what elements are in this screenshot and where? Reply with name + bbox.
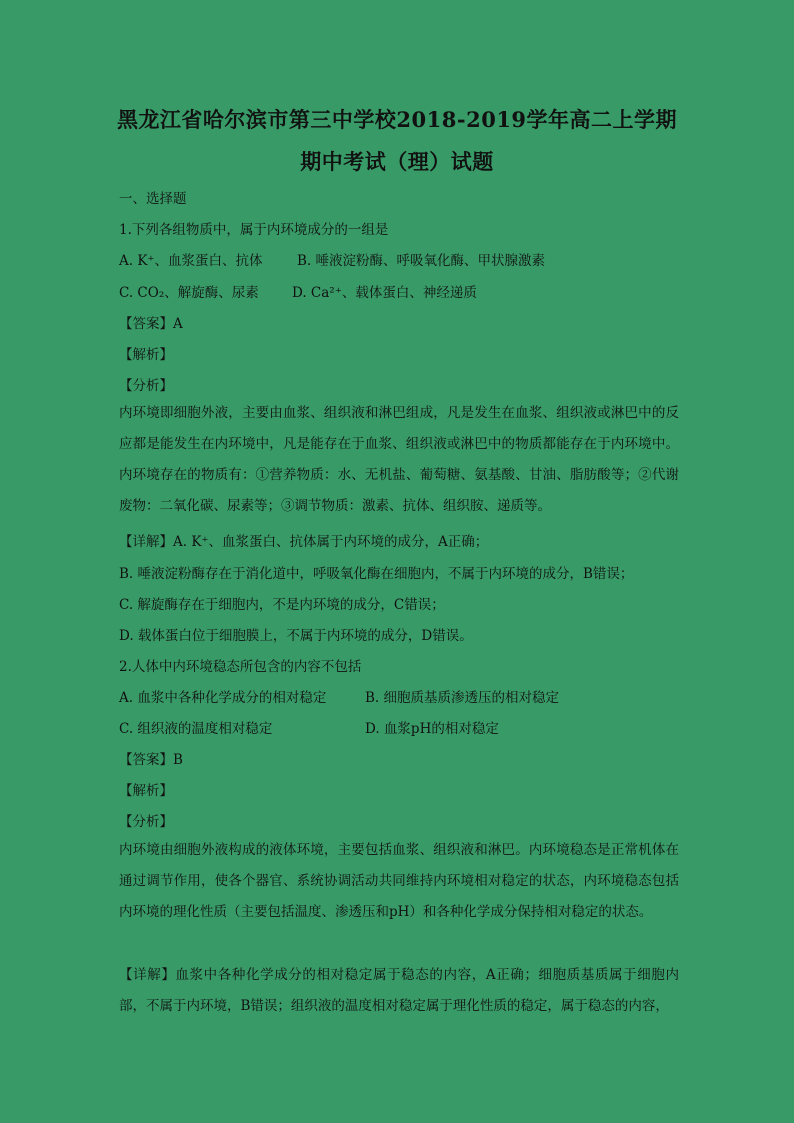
q1-answer: 【答案】A	[119, 316, 183, 332]
q2-option-a: A. 血浆中各种化学成分的相对稳定	[119, 690, 327, 706]
q1-detail-c: C. 解旋酶存在于细胞内，不是内环境的成分，C错误；	[119, 597, 445, 613]
q2-detail: 【详解】血浆中各种化学成分的相对稳定属于稳态的内容，A正确；细胞质基质属于细胞内部，不属于内环境，B错误；组织液的温度相对稳定属于理化性质的稳定，属于稳态的内容，	[119, 967, 679, 1014]
q1-option-c: C. CO₂、解旋酶、尿素	[119, 285, 259, 301]
q1-fenxi-label: 【分析】	[119, 378, 173, 394]
q2-jiexi-label: 【解析】	[119, 783, 173, 799]
q1-jiexi-label: 【解析】	[119, 347, 173, 363]
q1-detail-a: 【详解】A. K⁺、血浆蛋白、抗体属于内环境的成分，A正确；	[119, 534, 489, 550]
q2-option-d: D. 血浆pH的相对稳定	[365, 721, 499, 737]
q2-answer: 【答案】B	[119, 752, 183, 768]
q2-option-c: C. 组织液的温度相对稳定	[119, 721, 273, 737]
q1-option-a: A. K⁺、血浆蛋白、抗体	[119, 253, 263, 269]
q1-stem: 1.下列各组物质中，属于内环境成分的一组是	[119, 222, 389, 238]
q1-detail-d: D. 载体蛋白位于细胞膜上，不属于内环境的成分，D错误。	[119, 628, 473, 644]
doc-title-line2: 期中考试（理）试题	[300, 149, 494, 174]
doc-title-line1: 黑龙江省哈尔滨市第三中学校2018-2019学年高二上学期	[116, 107, 678, 132]
section-heading: 一、选择题	[119, 191, 187, 207]
q2-option-b: B. 细胞质基质渗透压的相对稳定	[365, 690, 560, 706]
q1-analysis: 内环境即细胞外液，主要由血浆、组织液和淋巴组成，凡是发生在血浆、组织液或淋巴中的反应都是能发生在内环境中，凡是能存在于血浆、组织液或淋巴中的物质都能存在于内环境中。内环境存在的物质有：①营养物质：水、无机盐、葡萄糖、氨基酸、甘油、脂肪酸等；②代谢废物：二氧化碳、尿素等；③调节物质：激素、抗体、组织胺、递质等。	[119, 405, 679, 514]
q2-analysis: 内环境由细胞外液构成的液体环境，主要包括血浆、组织液和淋巴。内环境稳态是正常机体在通过调节作用，使各个器官、系统协调活动共同维持内环境相对稳定的状态，内环境稳态包括内环境的理化性质（主要包括温度、渗透压和pH）和各种化学成分保持相对稳定的状态。	[119, 842, 679, 920]
q2-stem: 2.人体中内环境稳态所包含的内容不包括	[119, 659, 362, 675]
q1-option-b: B. 唾液淀粉酶、呼吸氧化酶、甲状腺激素	[297, 253, 546, 269]
q2-fenxi-label: 【分析】	[119, 814, 173, 830]
q1-detail-b: B. 唾液淀粉酶存在于消化道中，呼吸氧化酶在细胞内，不属于内环境的成分，B错误；	[119, 566, 634, 582]
q1-option-d: D. Ca²⁺、载体蛋白、神经递质	[292, 285, 477, 301]
